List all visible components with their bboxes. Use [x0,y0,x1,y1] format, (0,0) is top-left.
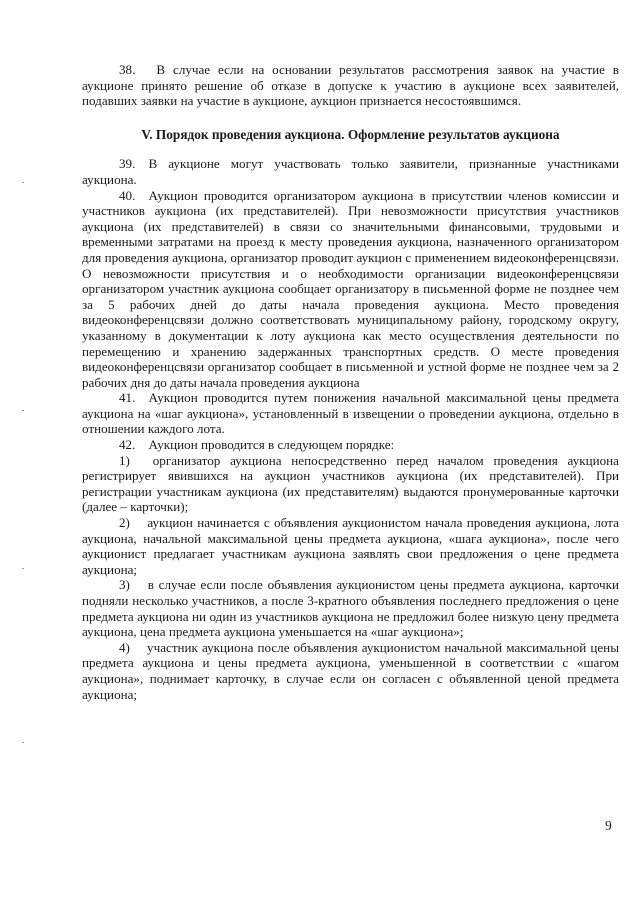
document-page [82,62,619,702]
list-item-3: 3) в случае если после объявления аукционистом цены предмета аукциона, карточки подняли несколько участников, а после 3-кратного объявления последнего предложения о цене предмета аукциона ни один из участников аукциона не предложил более низкую цену предмета аукциона, цена предмета аукциона уменьшается на «шаг аукциона»; [82,577,619,640]
section-heading: V. Порядок проведения аукциона. Оформление результатов аукциона [141,126,560,142]
paragraph-39: 39. В аукционе могут участвовать только заявители, признанные участниками аукциона. [82,156,619,187]
paragraph-42: 42. Аукцион проводится в следующем порядке: [119,437,395,453]
paragraph-40: 40. Аукцион проводится организатором аукциона в присутствии членов комиссии и участников аукциона (их представителей). При невозможности присутствия участников аукциона (их представителей) в связи со значительными финансовыми, трудовыми и временными затратами на проезд к месту проведения аукциона, назначенного организатором для проведения аукциона, организатор проводит аукцион с применением видеоконференцсвязи. О невозможности присутствия и о необходимости организации видеоконференцсвязи организатором участник аукциона сообщает организатору в письменной форме не позднее чем за 5 рабочих дней до даты начала проведения аукциона. Место проведения видеоконференцсвязи должно соответствовать муниципальному району, городскому округу, указанному в документации к лоту аукциона как место осуществления деятельности по перемещению и хранению задержанных транспортных средств. О месте проведения видеоконференцсвязи организатор сообщает в письменной и устной форме не позднее чем за 2 рабочих дня до даты начала проведения аукциона [82,187,619,390]
scan-margin-mark [22,410,24,411]
scan-margin-mark [22,742,24,743]
list-item-1: 1) организатор аукциона непосредственно перед началом проведения аукциона регистрирует явившихся на аукцион участников аукциона (их представителей). При регистрации участникам аукциона (их представителям) выдаются пронумерованные карточки (далее – карточки); [82,452,619,515]
scan-margin-mark [22,568,24,569]
paragraph-38: 38. В случае если на основании результатов рассмотрения заявок на участие в аукционе принято решение об отказе в допуске к участию в аукционе всех заявителей, подавших заявки на участие в аукционе, аукцион признается несостоявшимся. [82,62,619,109]
page-number: 9 [605,818,612,833]
paragraph-41: 41. Аукцион проводится путем понижения начальной максимальной цены предмета аукциона на «шаг аукциона», установленный в извещении о проведении аукциона, отдельно в отношении каждого лота. [82,390,619,437]
scan-margin-mark [22,182,24,183]
list-item-2: 2) аукцион начинается с объявления аукционистом начала проведения аукциона, лота аукциона, начальной максимальной цены предмета аукциона, «шага аукциона», после чего аукционист предлагает участникам аукциона заявлять свои предложения о цене предмета аукциона; [82,515,619,577]
list-item-4: 4) участник аукциона после объявления аукционистом начальной максимальной цены предмета аукциона и цены предмета аукциона, уменьшенной в соответствии с «шагом аукциона», поднимает карточку, в случае если он согласен с объявленной ценой предмета аукциона; [82,639,619,702]
